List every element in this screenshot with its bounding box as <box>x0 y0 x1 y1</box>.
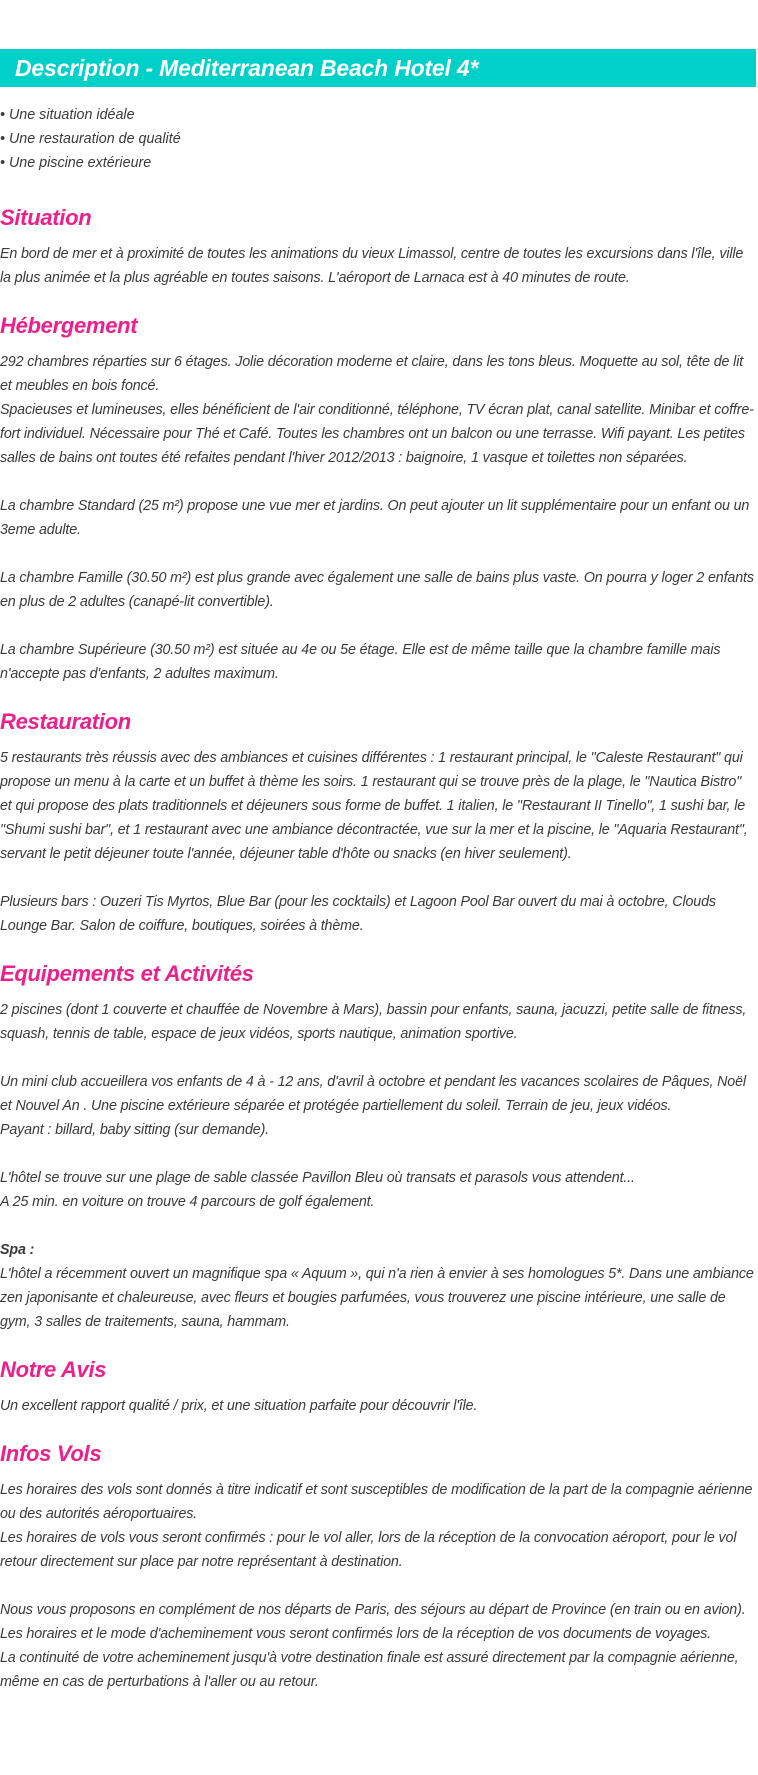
section-equipements <box>0 954 756 1334</box>
paragraph: 5 restaurants très réussis avec des ambiances et cuisines différentes : 1 restaurant principal, le "Caleste Restaurant" qui propose un menu à la carte et un buffet à thème les soirs. 1 restaurant qui se trouve près de la plage, le "Nautica Bistro" et qui propose des plats traditionnels et déjeuners sous forme de buffet. 1 italien, le "Restaurant II Tinello", 1 sushi bar, le "Shumi sushi bar", et 1 restaurant avec une ambiance décontractée, vue sur la mer et la piscine, le "Aquaria Restaurant", servant le petit déjeuner toute l'année, déjeuner table d'hôte ou snacks (en hiver seulement). <box>0 750 748 862</box>
paragraph: La chambre Famille (30.50 m²) est plus grande avec également une salle de bains plus vaste. On pourra y loger 2 enfants en plus de 2 adultes (canapé-lit convertible). <box>0 570 754 610</box>
paragraph: Plusieurs bars : Ouzeri Tis Myrtos, Blue Bar (pour les cocktails) et Lagoon Pool Bar ouvert du mai à octobre, Clouds Lounge Bar. Salon de coiffure, boutiques, soirées à thème. <box>0 894 716 934</box>
paragraph-spacer <box>0 1214 756 1238</box>
description-sections <box>0 198 756 1710</box>
section-title: Restauration <box>0 709 131 734</box>
highlight-item: • Une restauration de qualité <box>0 131 181 147</box>
highlight-item: • Une piscine extérieure <box>0 155 152 171</box>
paragraph: Les horaires des vols sont donnés à titre indicatif et sont susceptibles de modification de la part de la compagnie aérienne ou des autorités aéroportuaires. <box>0 1482 753 1522</box>
paragraph: Les horaires et le mode d'acheminement vous seront confirmés lors de la réception de vos documents de voyages. <box>0 1626 711 1642</box>
section-body <box>0 1478 756 1694</box>
section-body <box>0 998 756 1334</box>
page-title: Description - Mediterranean Beach Hotel 4* <box>15 55 479 81</box>
section-body <box>0 242 756 290</box>
paragraph-spacer <box>0 1574 756 1598</box>
paragraph: 2 piscines (dont 1 couverte et chauffée de Novembre à Mars), bassin pour enfants, sauna, jacuzzi, petite salle de fitness, squash, tennis de table, espace de jeux vidéos, sports nautique, animation sportive. <box>0 1002 747 1042</box>
paragraph: Payant : billard, baby sitting (sur demande). <box>0 1122 270 1138</box>
section-title: Situation <box>0 205 92 230</box>
paragraph-spacer <box>0 866 756 890</box>
paragraph: L'hôtel a récemment ouvert un magnifique spa « Aquum », qui n'a rien à envier à ses homologues 5*. Dans une ambiance zen japonisante et chaleureuse, avec fleurs et bougies parfumées, vous trouverez une piscine intérieure, une salle de gym, 3 salles de traitements, sauna, hammam. <box>0 1266 754 1330</box>
section-notre-avis <box>0 1350 756 1418</box>
section-title: Equipements et Activités <box>0 961 254 986</box>
section-title: Notre Avis <box>0 1357 107 1382</box>
paragraph: Les horaires de vols vous seront confirmés : pour le vol aller, lors de la réception de la convocation aéroport, pour le vol retour directement sur place par notre représentant à destination. <box>0 1530 737 1570</box>
section-situation <box>0 198 756 290</box>
paragraph: En bord de mer et à proximité de toutes les animations du vieux Limassol, centre de toutes les excursions dans l'île, ville la plus animée et la plus agréable en toutes saisons. L'aéroport de Larnaca est à 40 minutes de route. <box>0 246 744 286</box>
section-infos-vols <box>0 1434 756 1694</box>
paragraph: Un mini club accueillera vos enfants de 4 à - 12 ans, d'avril à octobre et pendant les vacances scolaires de Pâques, Noël et Nouvel An . Une piscine extérieure séparée et protégée partiellement du soleil. Terrain de jeu, jeux vidéos. <box>0 1074 746 1114</box>
paragraph: Un excellent rapport qualité / prix, et une situation parfaite pour découvrir l'île. <box>0 1398 478 1414</box>
section-title: Hébergement <box>0 313 138 338</box>
paragraph: Spacieuses et lumineuses, elles bénéficient de l'air conditionné, téléphone, TV écran plat, canal satellite. Minibar et coffre-fort individuel. Nécessaire pour Thé et Café. Toutes les chambres ont un balcon ou une terrasse. Wifi payant. Les petites salles de bains ont toutes été refaites pendant l'hiver 2012/2013 : baignoire, 1 vasque et toilettes non séparées. <box>0 402 754 466</box>
paragraph-spacer <box>0 1142 756 1166</box>
paragraph: L'hôtel se trouve sur une plage de sable classée Pavillon Bleu où transats et parasols vous attendent... <box>0 1170 635 1186</box>
highlights-list <box>0 103 756 175</box>
paragraph-spacer <box>0 542 756 566</box>
description-banner <box>0 49 756 87</box>
section-title: Infos Vols <box>0 1441 102 1466</box>
spa-subheading: Spa : <box>0 1242 35 1258</box>
paragraph: La chambre Supérieure (30.50 m²) est située au 4e ou 5e étage. Elle est de même taille que la chambre famille mais n'accepte pas d'enfants, 2 adultes maximum. <box>0 642 721 682</box>
paragraph-spacer <box>0 470 756 494</box>
paragraph: Nous vous proposons en complément de nos départs de Paris, des séjours au départ de Province (en train ou en avion). <box>0 1602 746 1618</box>
paragraph: La continuité de votre acheminement jusqu'à votre destination finale est assuré directement par la compagnie aérienne, même en cas de perturbations à l'aller ou au retour. <box>0 1650 739 1690</box>
section-body <box>0 746 756 938</box>
section-restauration <box>0 702 756 938</box>
paragraph: La chambre Standard (25 m²) propose une vue mer et jardins. On peut ajouter un lit supplémentaire pour un enfant ou un 3eme adulte. <box>0 498 750 538</box>
section-body <box>0 350 756 686</box>
paragraph: A 25 min. en voiture on trouve 4 parcours de golf également. <box>0 1194 375 1210</box>
section-hebergement <box>0 306 756 686</box>
section-body <box>0 1394 756 1418</box>
paragraph: 292 chambres réparties sur 6 étages. Jolie décoration moderne et claire, dans les tons bleus. Moquette au sol, tête de lit et meubles en bois foncé. <box>0 354 744 394</box>
highlight-item: • Une situation idéale <box>0 107 135 123</box>
paragraph-spacer <box>0 614 756 638</box>
paragraph-spacer <box>0 1046 756 1070</box>
